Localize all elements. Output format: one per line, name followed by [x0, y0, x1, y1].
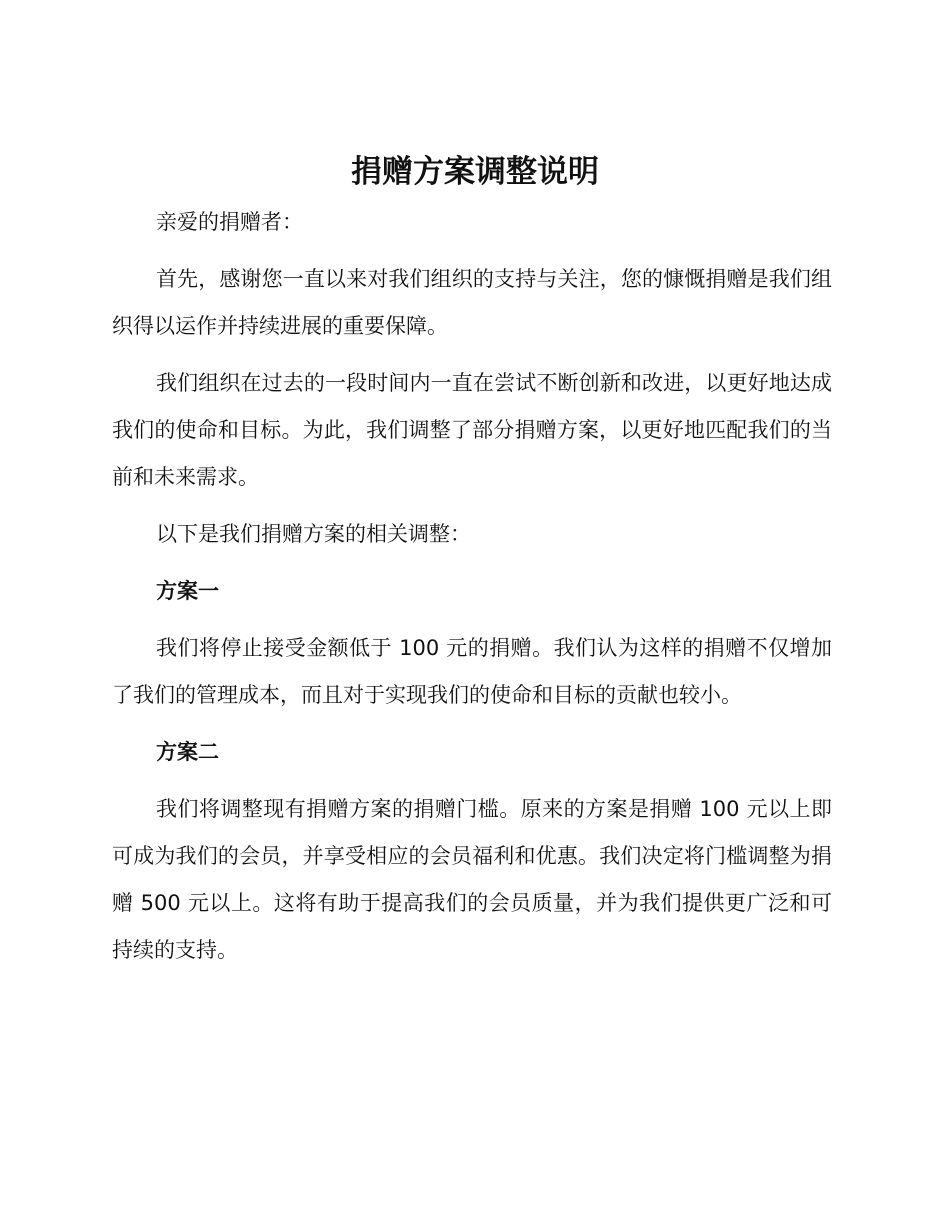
document-title: 捐赠方案调整说明	[351, 154, 599, 190]
section-text-plan-1: 我们将停止接受金额低于 100 元的捐赠。我们认为这样的捐赠不仅增加了我们的管理成本，而且对于实现我们的使命和目标的贡献也较小。	[112, 636, 832, 707]
document-body	[112, 199, 832, 984]
section-heading-plan-2: 方案二	[156, 740, 219, 764]
paragraph-intro-adjustments: 以下是我们捐赠方案的相关调整：	[156, 522, 471, 546]
paragraph-innovation: 我们组织在过去的一段时间内一直在尝试不断创新和改进，以更好地达成我们的使命和目标。为此，我们调整了部分捐赠方案，以更好地匹配我们的当前和未来需求。	[112, 371, 832, 489]
section-text-plan-2: 我们将调整现有捐赠方案的捐赠门槛。原来的方案是捐赠 100 元以上即可成为我们的会员，并享受相应的会员福利和优惠。我们决定将门槛调整为捐赠 500 元以上。这将有助于提高我们的会员质量，并为我们提供更广泛和可持续的支持。	[112, 797, 832, 962]
paragraph-thanks: 首先，感谢您一直以来对我们组织的支持与关注，您的慷慨捐赠是我们组织得以运作并持续进展的重要保障。	[112, 267, 832, 338]
section-heading-plan-1: 方案一	[156, 579, 219, 603]
salutation: 亲爱的捐赠者：	[156, 210, 303, 234]
